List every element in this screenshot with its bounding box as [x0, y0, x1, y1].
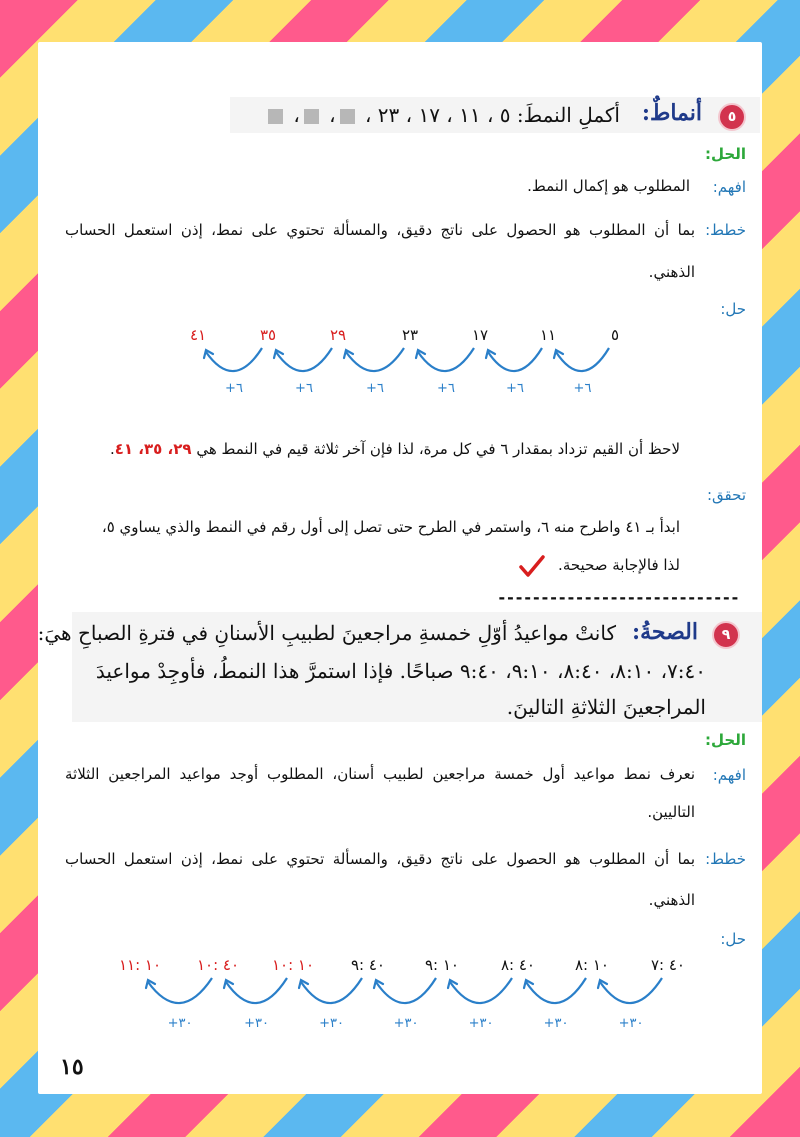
- sequence-value: ١٠ :٩: [424, 956, 460, 974]
- step-arrow: [346, 348, 404, 371]
- q5-note-end: .: [109, 440, 115, 458]
- blank-box: [304, 109, 319, 124]
- q9-solve-label: حل:: [720, 930, 746, 948]
- section-divider: ----------------------------: [497, 588, 739, 607]
- step-arrow: [450, 978, 512, 1003]
- q5-plan-line2: الذهني.: [648, 263, 695, 281]
- step-arrow: [526, 978, 586, 1003]
- blank-box: [268, 109, 283, 124]
- q5-understand-text: المطلوب هو إكمال النمط.: [527, 177, 690, 195]
- sequence-value: ١١: [539, 326, 557, 344]
- q9-title: الصحةُ:: [631, 619, 698, 645]
- q5-note-text: لاحظ أن القيم تزداد بمقدار ٦ في كل مرة، لذا فإن آخر ثلاثة قيم في النمط هي: [196, 440, 680, 458]
- step-label: +٣٠: [618, 1016, 644, 1031]
- step-arrow: [418, 348, 474, 371]
- sequence-value: ٤٠ :٩: [350, 956, 386, 974]
- blank-box: [340, 109, 355, 124]
- sequence-value: ٤٠ :١٠: [196, 956, 240, 974]
- q5-sep: ،: [293, 103, 300, 127]
- step-arrow: [376, 978, 436, 1003]
- q9-understand-line2: التاليين.: [647, 803, 695, 821]
- q9-solution-heading: الحل:: [705, 731, 746, 749]
- sequence-value: ٣٥: [259, 326, 277, 344]
- sequence-value: ١٠ :١١: [118, 956, 162, 974]
- step-arrow: [488, 348, 542, 371]
- q9-prompt-line3: المراجعينَ الثلاثةِ التالينَ.: [506, 695, 706, 719]
- step-label: +٦: [506, 381, 524, 396]
- sequence-value: ٢٣: [401, 326, 419, 344]
- q5-prompt: [264, 103, 620, 127]
- step-label: +٦: [437, 381, 455, 396]
- q5-solution-heading: الحل:: [705, 145, 746, 163]
- q9-understand-line1: نعرف نمط مواعيد أول خمسة مراجعين لطبيب أسنان، المطلوب أوجد مواعيد المراجعين الثلاثة: [65, 765, 695, 783]
- q5-sequence-diagram: [170, 320, 640, 400]
- step-arrow: [226, 978, 287, 1003]
- step-label: +٣٠: [167, 1016, 193, 1031]
- sequence-value: ٤٠ :٧: [650, 956, 686, 974]
- step-label: +٣٠: [393, 1016, 419, 1031]
- sequence-value: ٢٩: [329, 326, 347, 344]
- q5-plan-label: خطط:: [705, 221, 746, 239]
- step-arrow: [206, 348, 262, 371]
- q5-sep: ،: [329, 103, 336, 127]
- step-arrow: [556, 348, 609, 371]
- sequence-value: ٤١: [189, 326, 207, 344]
- q5-note: [110, 440, 680, 458]
- q5-solve-label: حل:: [720, 300, 746, 318]
- sequence-value: ٥: [610, 326, 620, 344]
- page-number: ١٥: [60, 1054, 84, 1080]
- sequence-value: ١٠ :٨: [574, 956, 610, 974]
- step-label: +٣٠: [244, 1016, 269, 1031]
- step-label: +٦: [295, 381, 313, 396]
- q5-number-badge: ٥: [718, 103, 746, 131]
- q9-plan-label: خطط:: [705, 850, 746, 868]
- step-arrow: [301, 978, 362, 1003]
- q9-sequence-diagram: [100, 950, 700, 1035]
- step-label: +٦: [366, 381, 384, 396]
- q9-number-badge: ٩: [712, 621, 740, 649]
- q5-check-label: تحقق:: [706, 486, 746, 504]
- q5-plan-line1: بما أن المطلوب هو الحصول على ناتج دقيق، والمسألة تحتوي على نمط، إذن استعمل الحساب: [65, 221, 695, 239]
- q5-note-answer: ٢٩، ٣٥، ٤١: [114, 440, 192, 458]
- sequence-value: ٤٠ :٨: [500, 956, 536, 974]
- sequence-value: ١٧: [471, 326, 489, 344]
- q5-understand-label: افهم:: [712, 178, 746, 196]
- q9-prompt-line2: ٧:٤٠، ٨:١٠، ٨:٤٠، ٩:١٠، ٩:٤٠ صباحًا. فإذا استمرَّ هذا النمطُ، فأوجِدْ مواعيدَ: [95, 659, 706, 683]
- q5-prompt-text: أكملِ النمطَ: ٥ ، ١١ ، ١٧ ، ٢٣ ،: [364, 103, 620, 127]
- q9-prompt-line1: كانتْ مواعيدُ أوّلِ خمسةِ مراجعينَ لطبيبِ الأسنانِ في فترةِ الصباحِ هيَ:: [37, 621, 616, 645]
- sequence-value: ١٠ :١٠: [271, 956, 315, 974]
- step-arrow: [148, 978, 212, 1003]
- step-label: +٣٠: [319, 1016, 344, 1031]
- q9-plan-line2: الذهني.: [648, 891, 695, 909]
- step-label: +٦: [225, 381, 243, 396]
- q9-plan-line1: بما أن المطلوب هو الحصول على ناتج دقيق، والمسألة تحتوي على نمط، إذن استعمل الحساب: [65, 850, 695, 868]
- q5-title: أنماطٌ:: [641, 100, 702, 126]
- step-label: +٣٠: [468, 1016, 494, 1031]
- q5-check-line2: لذا فالإجابة صحيحة.: [558, 556, 680, 574]
- step-arrow: [600, 978, 662, 1003]
- q5-check-line1: ابدأ بـ ٤١ واطرح منه ٦، واستمر في الطرح حتى تصل إلى أول رقم في النمط والذي يساوي ٥،: [101, 518, 680, 536]
- q9-understand-label: افهم:: [712, 766, 746, 784]
- step-label: +٦: [573, 381, 592, 396]
- step-label: +٣٠: [543, 1016, 569, 1031]
- checkmark-icon: [518, 554, 546, 580]
- step-arrow: [276, 348, 332, 371]
